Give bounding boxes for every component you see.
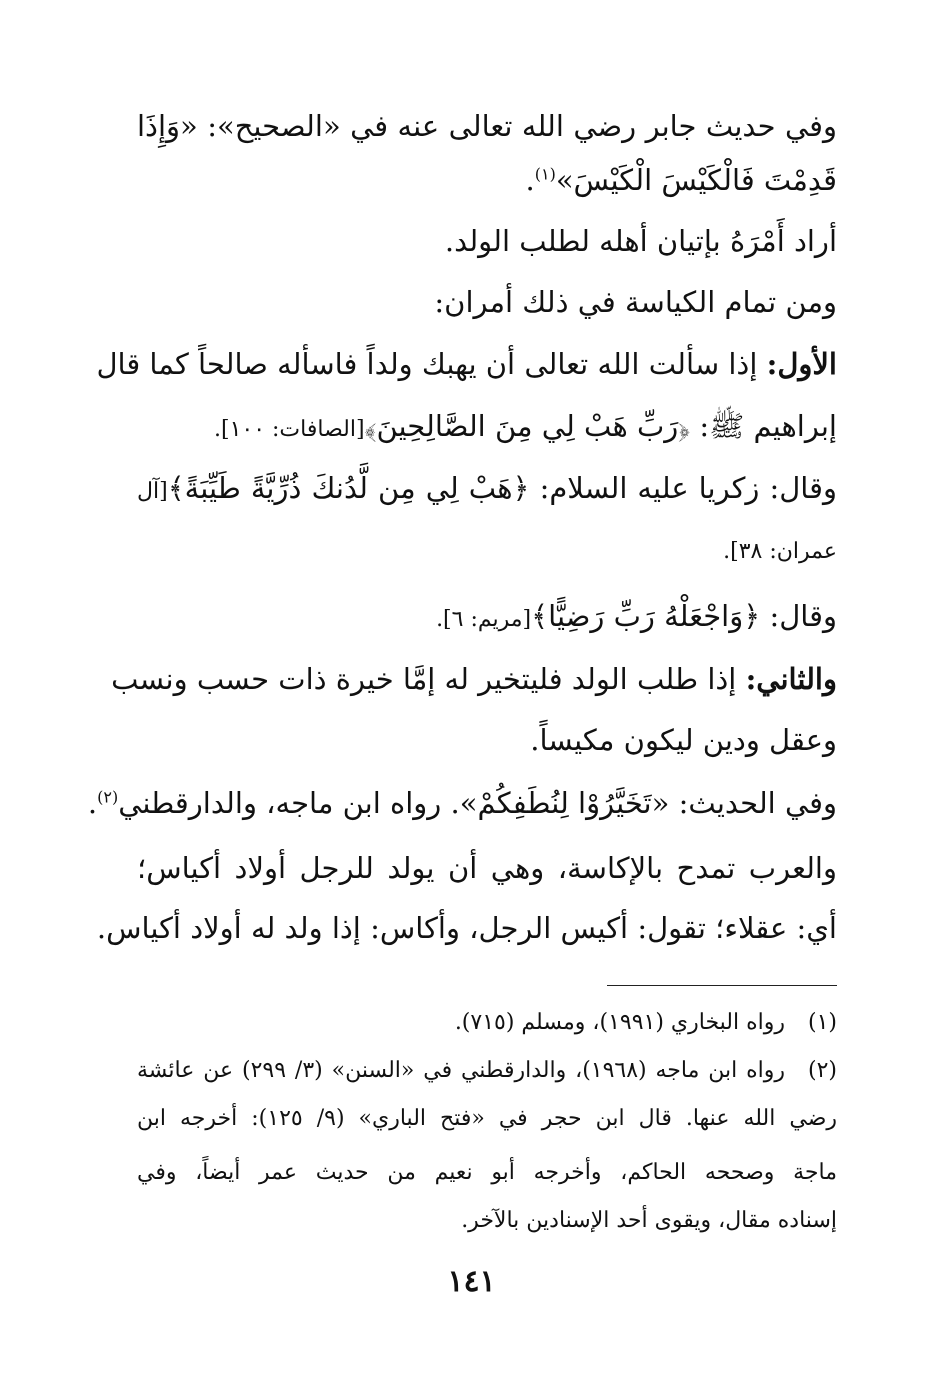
body-line-4 (137, 282, 837, 322)
quran-verse: إبراهيم ﷺ: ﴿رَبِّ هَبْ لِي مِنَ الصَّالِحِينَ﴾ (364, 409, 837, 443)
footnote-2-line-4 (137, 1206, 837, 1236)
body-line-3 (137, 221, 837, 261)
text-segment: إذا سألت الله تعالى أن يهبك ولداً فاسأله صالحاً كما قال (96, 347, 767, 381)
body-line-14 (96, 908, 837, 948)
text-segment: . (87, 786, 98, 820)
verse-reference: [آل (137, 479, 168, 504)
body-line-11 (137, 720, 837, 760)
body-line-5 (96, 344, 837, 384)
section-heading-first: الأول: (766, 347, 837, 381)
body-line-12 (87, 783, 837, 823)
text-segment: وفي الحديث: «تَخَيَّرُوْا لِنُطَفِكُمْ». رواه ابن ماجه، والدارقطني (118, 786, 837, 820)
footnote-text: رواه ابن ماجه (١٩٦٨)، والدارقطني في «السنن» (٣/ ٢٩٩) عن عائشة (137, 1058, 785, 1083)
footnote-text: ماجة وصححه الحاكم، وأخرجه أبو نعيم من حديث عمر أيضاً، وفي (137, 1160, 837, 1185)
verse-reference: عمران: ٣٨]. (723, 539, 837, 564)
text-segment: والعرب تمدح بالإكاسة، وهي أن يولد للرجل أولاد أكياس؛ (137, 851, 837, 885)
body-line-7 (137, 468, 837, 512)
body-line-6 (137, 406, 837, 450)
text-segment: وعقل ودين ليكون مكيساً. (530, 723, 837, 757)
quran-verse: وقال: زكريا عليه السلام: ﴿هَبْ لِي مِن لَّدُنكَ ذُرِّيَّةً طَيِّبَةً﴾ (167, 471, 837, 505)
footnote-text: رواه البخاري (١٩٩١)، ومسلم (٧١٥). (454, 1010, 785, 1035)
body-line-8 (137, 532, 837, 572)
text-segment: أي: عقلاء؛ تقول: أكيس الرجل، وأكاس: إذا ولد له أولاد أكياس. (96, 911, 837, 945)
footnote-divider (607, 985, 837, 986)
verse-reference: [مريم: ٦]. (436, 607, 532, 632)
body-line-2 (137, 160, 837, 200)
text-segment: إذا طلب الولد فليتخير له إمَّا خيرة ذات حسب ونسب (111, 662, 746, 696)
footnote-2-line-2 (137, 1104, 837, 1134)
body-line-13 (137, 848, 837, 888)
footnote-marker-1[interactable]: (١) (534, 164, 556, 184)
text-segment: وفي حديث جابر رضي الله تعالى عنه في «الصحيح»: «وَإِذَا (137, 109, 837, 143)
hadith-quote: قَدِمْتَ فَالْكَيْسَ الْكَيْسَ» (555, 163, 837, 197)
body-line-1 (137, 106, 837, 146)
footnote-2-line-3 (137, 1158, 837, 1188)
text-segment: . (525, 163, 535, 197)
page-number: ١٤١ (447, 1264, 496, 1299)
text-segment: أراد أَمْرَهُ بإتيان أهله لطلب الولد. (444, 224, 837, 258)
verse-reference: [الصافات: ١٠٠]. (214, 417, 365, 442)
footnote-number: (٢) (807, 1058, 837, 1083)
footnote-text: إسناده مقال، ويقوى أحد الإسنادين بالآخر. (461, 1208, 837, 1233)
footnote-number: (١) (807, 1010, 837, 1035)
body-line-9 (137, 596, 837, 640)
quran-verse: وقال: ﴿وَاجْعَلْهُ رَبِّ رَضِيًّا﴾ (531, 599, 837, 633)
footnote-text: رضي الله عنها. قال ابن حجر في «فتح الباري» (٩/ ١٢٥): أخرجه ابن (137, 1106, 837, 1131)
footnote-marker-2[interactable]: (٢) (97, 787, 119, 807)
text-segment: ومن تمام الكياسة في ذلك أمران: (434, 285, 837, 319)
section-heading-second: والثاني: (745, 662, 837, 696)
body-line-10 (111, 659, 837, 699)
